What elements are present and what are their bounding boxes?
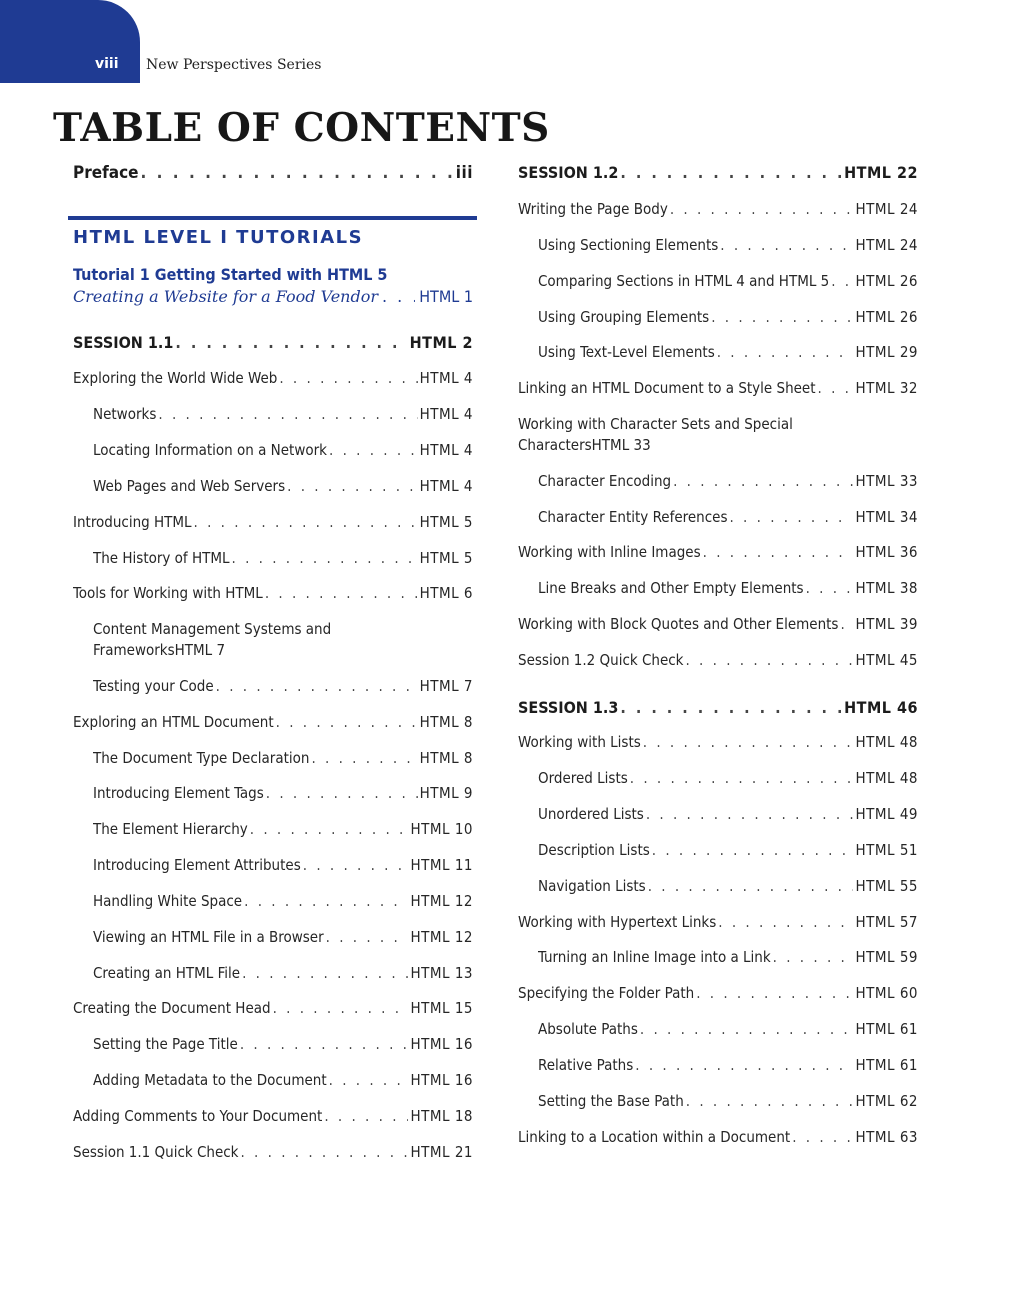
toc-entry-page: HTML 55 [855, 877, 918, 895]
toc-subentry[interactable] [93, 405, 473, 423]
toc-entry-page: HTML 29 [855, 343, 918, 361]
dot-leader [696, 984, 853, 1002]
toc-entry-label: Adding Metadata to the Document [93, 1071, 327, 1089]
toc-entry-label: Relative Paths [538, 1056, 634, 1074]
toc-entry[interactable] [73, 713, 473, 731]
dot-leader [840, 615, 853, 633]
dot-leader [646, 805, 854, 823]
dot-leader [686, 1092, 854, 1110]
dot-leader [329, 1071, 409, 1089]
toc-subentry[interactable] [538, 472, 918, 490]
dot-leader [643, 733, 854, 751]
toc-subentry[interactable] [538, 948, 918, 966]
dot-leader [620, 698, 842, 717]
dot-leader [141, 163, 454, 183]
dot-leader [326, 928, 409, 946]
toc-subentry[interactable] [93, 549, 473, 567]
dot-leader [673, 472, 853, 490]
toc-entry-preface[interactable] [73, 163, 473, 183]
toc-entry-page: HTML 16 [410, 1035, 473, 1053]
session-label: SESSION 1.3 [518, 698, 619, 717]
toc-entry-label: Using Sectioning Elements [538, 236, 719, 254]
dot-leader [240, 1035, 409, 1053]
toc-entry-page: HTML 12 [410, 892, 473, 910]
toc-entry-page: HTML 4 [419, 441, 473, 459]
toc-entry-page: HTML 16 [410, 1071, 473, 1089]
toc-entry[interactable] [73, 369, 473, 387]
toc-entry-label: Setting the Page Title [93, 1035, 238, 1053]
toc-entry-label: Session 1.1 Quick Check [73, 1143, 239, 1161]
toc-subentry[interactable] [538, 877, 918, 895]
toc-entry-page: HTML 4 [419, 477, 473, 495]
toc-entry-page: HTML 45 [855, 651, 918, 669]
toc-entry-label: Creating the Document Head [73, 999, 271, 1017]
toc-entry-page: HTML 7 [174, 641, 226, 659]
toc-subentry[interactable] [93, 784, 473, 802]
tutorial-subtitle: Creating a Website for a Food Vendor [73, 287, 378, 306]
dot-leader [648, 877, 854, 895]
toc-entry-label: Creating an HTML File [93, 964, 241, 982]
dot-leader [630, 769, 854, 787]
toc-entry-label: Working with Inline Images [518, 543, 701, 561]
dot-leader [273, 999, 409, 1017]
toc-entry[interactable] [73, 999, 473, 1017]
toc-entry-page: HTML 24 [855, 200, 918, 218]
toc-entry-label: Introducing Element Tags [93, 784, 264, 802]
toc-entry-two-line[interactable] [518, 415, 918, 454]
toc-entry-label: Locating Information on a Network [93, 441, 327, 459]
toc-subentry[interactable] [93, 441, 473, 459]
toc-entry[interactable] [73, 1143, 473, 1161]
dot-leader [635, 1056, 853, 1074]
page-number: viii [95, 56, 119, 72]
toc-entry-label: Viewing an HTML File in a Browser [93, 928, 324, 946]
toc-entry[interactable] [518, 200, 918, 218]
dot-leader [685, 651, 853, 669]
toc-entry-label: Line Breaks and Other Empty Elements [538, 579, 804, 597]
toc-subentry[interactable] [538, 308, 918, 326]
tutorial-page: HTML 1 [419, 287, 473, 306]
dot-leader [266, 784, 418, 802]
toc-entry-page: HTML 51 [855, 841, 918, 859]
toc-entry-page: HTML 60 [855, 984, 918, 1002]
toc-entry-page: HTML 11 [410, 856, 473, 874]
toc-entry-label: Turning an Inline Image into a Link [538, 948, 771, 966]
dot-leader [717, 343, 854, 361]
toc-entry-page: HTML 36 [855, 543, 918, 561]
dot-leader [324, 1107, 408, 1125]
toc-entry-page: HTML 48 [855, 769, 918, 787]
toc-entry-label: Comparing Sections in HTML 4 and HTML 5 [538, 272, 830, 290]
toc-entry-page: HTML 15 [410, 999, 473, 1017]
dot-leader [194, 513, 418, 531]
dot-leader [216, 677, 418, 695]
session-label: SESSION 1.2 [518, 163, 619, 182]
toc-entry[interactable] [518, 733, 918, 751]
dot-leader [311, 749, 417, 767]
dot-leader [250, 820, 409, 838]
toc-entry-label: Writing the Page Body [518, 200, 668, 218]
toc-subentry[interactable] [538, 508, 918, 526]
toc-entry-page: HTML 61 [855, 1020, 918, 1038]
toc-entry-page: HTML 6 [419, 584, 473, 602]
toc-entry-page: HTML 32 [855, 379, 918, 397]
toc-entry-label: Adding Comments to Your Document [73, 1107, 323, 1125]
toc-entry-label: Exploring the World Wide Web [73, 369, 278, 387]
dot-leader [831, 272, 853, 290]
toc-subentry[interactable] [538, 769, 918, 787]
session-page: HTML 46 [844, 698, 918, 717]
toc-entry[interactable] [518, 1128, 918, 1146]
dot-leader [279, 369, 417, 387]
toc-entry-page: HTML 4 [419, 369, 473, 387]
dot-leader [806, 579, 854, 597]
toc-entry-label: Linking an HTML Document to a Style Sheet [518, 379, 816, 397]
dot-leader [711, 308, 853, 326]
toc-entry-label: Testing your Code [93, 677, 214, 695]
toc-entry-page: HTML 38 [855, 579, 918, 597]
toc-subentry[interactable] [93, 1035, 473, 1053]
toc-subentry[interactable] [93, 820, 473, 838]
toc-entry-label: Tools for Working with HTML [73, 584, 263, 602]
section-divider [68, 216, 477, 220]
toc-subentry[interactable] [538, 272, 918, 290]
dot-leader [265, 584, 418, 602]
toc-entry-page: HTML 13 [410, 964, 473, 982]
toc-entry-label: Preface [73, 163, 139, 183]
toc-entry-label: Using Text-Level Elements [538, 343, 715, 361]
toc-entry-label: Working with Hypertext Links [518, 913, 717, 931]
toc-entry-page: HTML 8 [419, 749, 473, 767]
toc-subentry[interactable] [93, 477, 473, 495]
dot-leader [232, 549, 418, 567]
dot-leader [276, 713, 418, 731]
dot-leader [240, 1143, 408, 1161]
toc-entry-label-continued: Frameworks [93, 641, 175, 659]
toc-entry-page: HTML 33 [855, 472, 918, 490]
toc-entry-page: HTML 39 [855, 615, 918, 633]
toc-entry-label: Absolute Paths [538, 1020, 638, 1038]
toc-entry-label: Networks [93, 405, 157, 423]
toc-entry-page: HTML 33 [591, 436, 651, 454]
toc-entry-page: HTML 18 [410, 1107, 473, 1125]
toc-entry-label: Working with Lists [518, 733, 641, 751]
toc-entry-page: HTML 5 [419, 549, 473, 567]
toc-entry-label: Description Lists [538, 841, 650, 859]
toc-entry-page: HTML 62 [855, 1092, 918, 1110]
toc-entry-page: HTML 12 [410, 928, 473, 946]
toc-entry[interactable] [73, 513, 473, 531]
toc-entry-page: HTML 48 [855, 733, 918, 751]
toc-entry-label: Introducing Element Attributes [93, 856, 301, 874]
toc-session-heading[interactable] [518, 698, 918, 717]
dot-leader [382, 287, 415, 306]
dot-leader [620, 163, 842, 182]
toc-entry[interactable] [518, 651, 918, 669]
toc-entry-label: Linking to a Location within a Document [518, 1128, 791, 1146]
toc-subentry[interactable] [93, 749, 473, 767]
dot-leader [792, 1128, 853, 1146]
toc-entry-page: HTML 24 [855, 236, 918, 254]
toc-entry-page: HTML 26 [855, 308, 918, 326]
dot-leader [640, 1020, 854, 1038]
toc-session-heading[interactable] [73, 333, 473, 352]
page-corner-tab [0, 0, 140, 83]
toc-subentry[interactable] [538, 236, 918, 254]
toc-entry-label: Character Encoding [538, 472, 672, 490]
session-label: SESSION 1.1 [73, 333, 174, 352]
toc-entry-label: Character Entity References [538, 508, 728, 526]
toc-entry-label: The Document Type Declaration [93, 749, 310, 767]
toc-entry-page: HTML 57 [855, 913, 918, 931]
toc-subentry[interactable] [93, 1071, 473, 1089]
toc-entry-page: HTML 7 [419, 677, 473, 695]
toc-entry-page: HTML 34 [855, 508, 918, 526]
toc-entry-label: Handling White Space [93, 892, 243, 910]
toc-entry-label: Working with Character Sets and Special [518, 415, 793, 433]
toc-entry-page: HTML 59 [855, 948, 918, 966]
toc-entry-label: Navigation Lists [538, 877, 646, 895]
toc-subentry[interactable] [93, 856, 473, 874]
toc-entry-page: HTML 4 [419, 405, 473, 423]
toc-entry[interactable] [518, 615, 918, 633]
toc-entry-label: Web Pages and Web Servers [93, 477, 286, 495]
toc-entry-label: Exploring an HTML Document [73, 713, 274, 731]
dot-leader [242, 964, 408, 982]
dot-leader [718, 913, 853, 931]
dot-leader [329, 441, 418, 459]
toc-entry-label: The History of HTML [93, 549, 230, 567]
part-heading: HTML LEVEL I TUTORIALS [73, 227, 364, 248]
toc-entry-page: HTML 10 [410, 820, 473, 838]
toc-entry-label: Specifying the Folder Path [518, 984, 695, 1002]
toc-subentry[interactable] [538, 1092, 918, 1110]
toc-subentry[interactable] [538, 1020, 918, 1038]
toc-entry[interactable] [73, 1107, 473, 1125]
series-name: New Perspectives Series [146, 57, 322, 73]
toc-entry-label: Working with Block Quotes and Other Elements [518, 615, 839, 633]
toc-entry[interactable] [518, 379, 918, 397]
toc-entry-label: Using Grouping Elements [538, 308, 710, 326]
session-page: HTML 2 [409, 333, 473, 352]
toc-entry-label: Ordered Lists [538, 769, 628, 787]
tutorial-title[interactable]: Tutorial 1 Getting Started with HTML 5 [73, 265, 388, 284]
toc-entry-page: HTML 8 [419, 713, 473, 731]
toc-entry-page: HTML 21 [410, 1143, 473, 1161]
dot-leader [773, 948, 854, 966]
toc-entry-page: HTML 61 [855, 1056, 918, 1074]
dot-leader [175, 333, 407, 352]
dot-leader [703, 543, 854, 561]
dot-leader [303, 856, 409, 874]
toc-subentry[interactable] [93, 928, 473, 946]
dot-leader [729, 508, 853, 526]
toc-subentry[interactable] [538, 805, 918, 823]
toc-entry[interactable] [518, 984, 918, 1002]
toc-subentry[interactable] [538, 1056, 918, 1074]
toc-subentry[interactable] [538, 841, 918, 859]
toc-entry-label: Session 1.2 Quick Check [518, 651, 684, 669]
dot-leader [244, 892, 408, 910]
toc-subentry[interactable] [538, 343, 918, 361]
dot-leader [652, 841, 854, 859]
toc-entry-page: HTML 26 [855, 272, 918, 290]
toc-session-heading[interactable] [518, 163, 918, 182]
toc-entry-page: HTML 63 [855, 1128, 918, 1146]
toc-entry-label: Introducing HTML [73, 513, 192, 531]
toc-entry-label: Unordered Lists [538, 805, 644, 823]
dot-leader [287, 477, 417, 495]
toc-subentry[interactable] [93, 964, 473, 982]
toc-entry[interactable] [518, 913, 918, 931]
toc-entry-page: HTML 9 [419, 784, 473, 802]
toc-entry[interactable] [518, 543, 918, 561]
toc-entry-label: Setting the Base Path [538, 1092, 684, 1110]
toc-entry-label: Content Management Systems and [93, 620, 332, 638]
session-page: HTML 22 [844, 163, 918, 182]
dot-leader [818, 379, 854, 397]
dot-leader [158, 405, 417, 423]
toc-entry-page: HTML 5 [419, 513, 473, 531]
page-title: TABLE OF CONTENTS [53, 105, 550, 151]
toc-entry[interactable] [73, 584, 473, 602]
tutorial-subtitle-entry[interactable] [73, 287, 473, 306]
toc-subentry[interactable] [93, 892, 473, 910]
toc-subentry[interactable] [538, 579, 918, 597]
toc-subentry[interactable] [93, 677, 473, 695]
toc-entry-label-continued: Characters [518, 436, 592, 454]
dot-leader [670, 200, 854, 218]
toc-entry-page: iii [455, 163, 473, 183]
toc-entry-label: The Element Hierarchy [93, 820, 248, 838]
toc-subentry-two-line[interactable] [93, 620, 473, 659]
dot-leader [720, 236, 853, 254]
toc-entry-page: HTML 49 [855, 805, 918, 823]
